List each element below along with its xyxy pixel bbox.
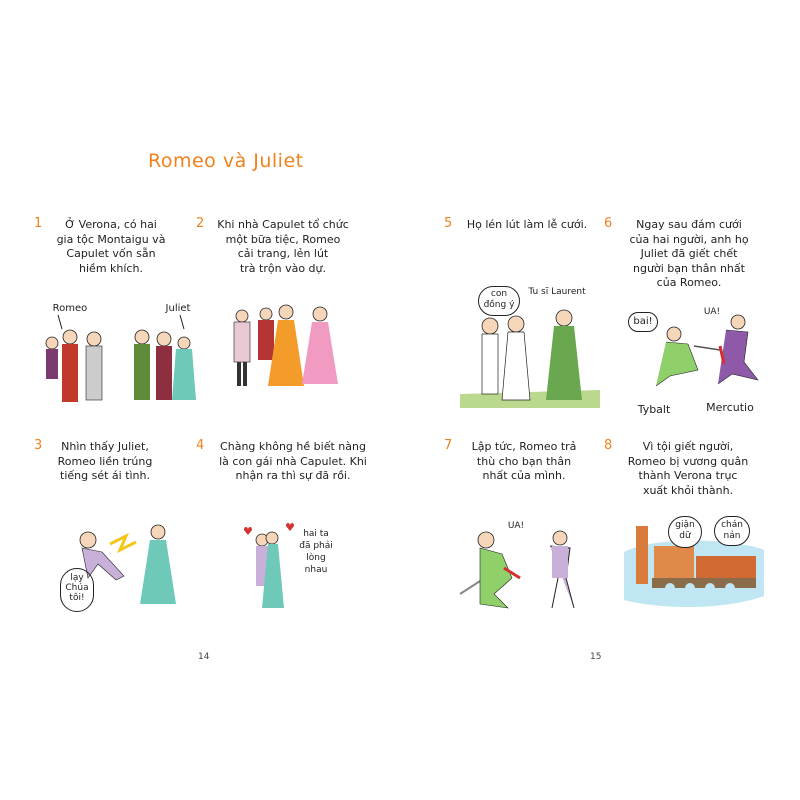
panel-4-number: 4 xyxy=(196,438,205,453)
panel-7-caption: Lập tức, Romeo trả thù cho bạn thân nhất của mình. xyxy=(471,440,577,482)
label-tu-si-laurent: Tu sĩ Laurent xyxy=(528,287,586,297)
panel-5-number: 5 xyxy=(444,216,453,231)
speech-bubble-chan-nan: chán nản xyxy=(714,516,750,546)
page-number-left: 14 xyxy=(198,652,210,662)
panel-6-caption: Ngay sau đám cưới của hai người, anh họ Juliet đã giết chết người bạn thân nhất của Romeo. xyxy=(629,218,749,289)
panel-8-number: 8 xyxy=(604,438,613,453)
label-ua-mercutio: UA! xyxy=(703,307,721,317)
label-juliet: Juliet xyxy=(165,303,191,314)
panel-3-caption: Nhìn thấy Juliet, Romeo liền trúng tiếng sét ái tình. xyxy=(57,440,153,482)
speech-bubble-lay-chua-toi: lạy Chúa tôi! xyxy=(60,568,94,612)
label-romeo: Romeo xyxy=(52,303,88,314)
panel-1-number: 1 xyxy=(34,216,43,231)
label-ua-panel-7: UA! xyxy=(507,521,525,531)
panel-2-illustration xyxy=(228,296,348,391)
panel-7-illustration xyxy=(456,518,596,614)
speech-bubble-hai-ta: hai ta đã phải lòng nhau xyxy=(299,529,333,575)
panel-7-number: 7 xyxy=(444,438,453,453)
panel-3-number: 3 xyxy=(34,438,43,453)
panel-2-caption: Khi nhà Capulet tổ chức một bữa tiệc, Romeo cải trang, lẻn lút trà trộn vào dự. xyxy=(217,218,349,275)
panel-8-caption: Vì tội giết người, Romeo bị vương quân thành Verona trục xuất khỏi thành. xyxy=(627,440,749,497)
panel-4-caption: Chàng không hề biết nàng là con gái nhà Capulet. Khi nhận ra thì sự đã rồi. xyxy=(219,440,367,482)
page-number-right: 15 xyxy=(590,652,602,662)
label-tybalt: Tybalt xyxy=(637,403,671,416)
panel-1-illustration xyxy=(38,315,198,410)
speech-bubble-gian-du: giận dữ xyxy=(668,516,702,548)
label-mercutio: Mercutio xyxy=(706,401,754,414)
panel-5-caption: Họ lén lút làm lễ cưới. xyxy=(466,218,588,231)
panel-4-illustration xyxy=(240,522,300,610)
panel-6-illustration xyxy=(634,300,764,392)
panel-6-number: 6 xyxy=(604,216,613,231)
panel-1-caption: Ở Verona, có hai gia tộc Montaigu và Capulet vốn sẵn hiềm khích. xyxy=(56,218,166,275)
panel-5-illustration xyxy=(460,300,600,410)
speech-bubble-bai: bai! xyxy=(628,312,658,332)
page-title: Romeo và Juliet xyxy=(148,150,304,172)
panel-2-number: 2 xyxy=(196,216,205,231)
speech-bubble-con-dong-y: con đồng ý xyxy=(478,286,520,316)
